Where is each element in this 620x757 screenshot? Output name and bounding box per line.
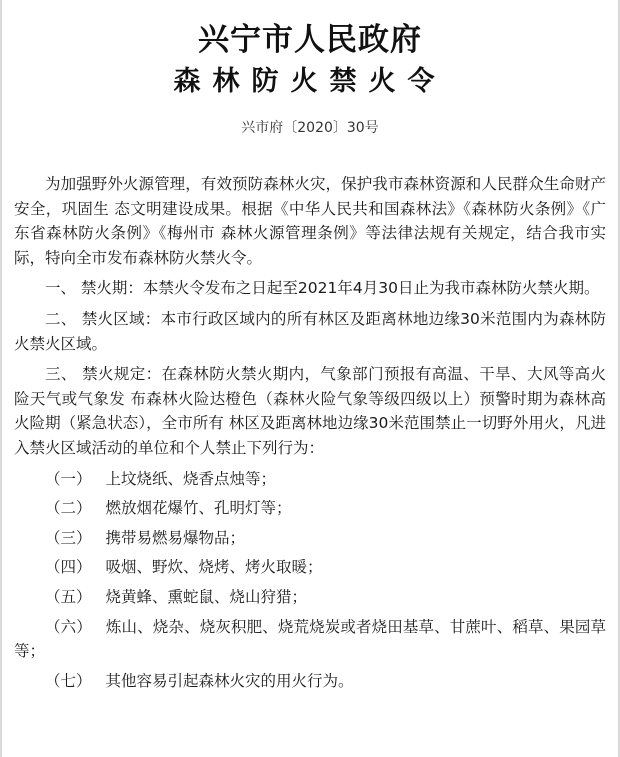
section-ban-rules: 三、 禁火规定：在森林防火禁火期内，气象部门预报有高温、干旱、大风等高火险天气或气象发 布森林火险达橙色（森林火险气象等级四级以上）预警时期为森林高火险期（紧急状态），全市所有 林区及距离林地边缘30米范围禁止一切野外用火，凡进入禁火区域活动的单位和个人禁止下列行为： [14, 365, 606, 457]
list-item-number: （五） [45, 587, 92, 606]
document-number: 兴市府〔2020〕30号 [241, 120, 379, 136]
list-item-text: 吸烟、野炊、烧烤、烤火取暖； [105, 558, 323, 577]
list-item-number: （四） [45, 558, 92, 577]
list-item [14, 526, 606, 551]
list-item [14, 615, 606, 664]
list-item [14, 669, 606, 694]
list-item-text: 烧黄蜂、熏蛇鼠、烧山狩猎； [105, 587, 308, 606]
list-item-text: 携带易燃易爆物品； [105, 528, 246, 547]
list-item-text: 其他容易引起森林火灾的用火行为。 [105, 671, 354, 690]
section-ban-period: 一、 禁火期：本禁火令发布之日起至2021年4月30日止为我市森林防火禁火期。 [45, 279, 600, 298]
list-item-text: 炼山、烧杂、烧灰积肥、烧荒烧炭或者烧田基草、甘蔗叶、稻草、果园草等； [14, 617, 606, 661]
list-item-text: 燃放烟花爆竹、孔明灯等； [105, 499, 292, 518]
list-item-number: （七） [45, 671, 92, 690]
list-item-number: （一） [45, 469, 92, 488]
list-item-number: （六） [45, 617, 92, 636]
intro-paragraph: 为加强野外火源管理，有效预防森林火灾，保护我市森林资源和人民群众生命财产安全，巩固生 态文明建设成果。根据《中华人民共和国森林法》《森林防火条例》《广东省森林防火条例》《梅州市 森林火源管理条例》等法律法规有关规定，结合我市实际，特向全市发布森林防火禁火令。 [14, 175, 606, 267]
document-title: 兴宁市人民政府 [198, 22, 422, 58]
list-item [14, 467, 606, 492]
section-ban-area: 二、 禁火区域：本市行政区域内的所有林区及距离林地边缘30米范围内为森林防火禁火区域。 [14, 309, 606, 353]
list-item [14, 585, 606, 610]
list-item [14, 555, 606, 580]
document-subtitle: 森林防火禁火令 [173, 66, 447, 97]
list-item-number: （二） [45, 499, 92, 518]
list-item-text: 上坟烧纸、烧香点烛等； [105, 469, 277, 488]
list-item-number: （三） [45, 528, 92, 547]
document-body [14, 172, 606, 698]
left-border [0, 0, 2, 757]
list-item [14, 496, 606, 521]
